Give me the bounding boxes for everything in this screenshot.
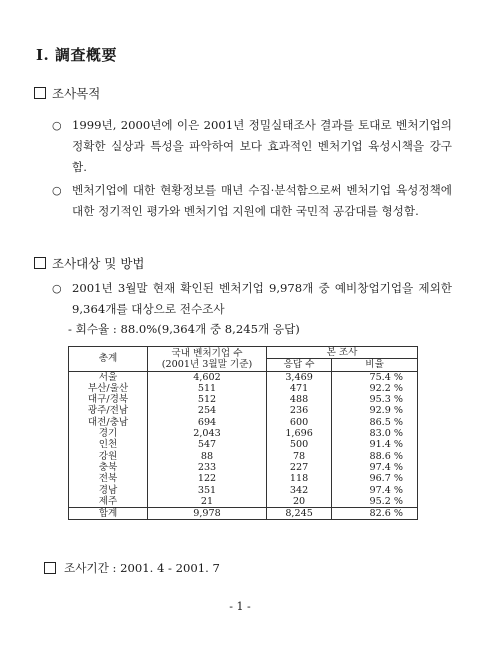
cell-respond: 236 [267,405,332,416]
cell-count: 547 [148,439,267,450]
cell-ratio: 97.4 % [332,485,418,496]
cell-count: 2,043 [148,428,267,439]
cell-region: 경기 [69,428,148,439]
table-row [69,473,418,484]
method-bullet [52,278,452,320]
response-rate: - 회수율 : 88.0%(9,364개 중 8,245개 응답) [68,322,300,336]
header-domestic-line1: 국내 벤처기업 수 [171,347,243,359]
cell-respond: 600 [267,417,332,428]
checkbox-square-icon [44,562,56,574]
cell-ratio: 92.2 % [332,383,418,394]
table-row [69,439,418,450]
cell-region: 제주 [69,496,148,508]
cell-count: 9,978 [148,508,267,520]
purpose-bullet-2 [52,180,452,222]
cell-ratio: 96.7 % [332,473,418,484]
section-purpose-heading [34,84,100,102]
cell-ratio: 86.5 % [332,417,418,428]
survey-period [44,560,220,576]
survey-table [68,346,418,520]
cell-region: 대전/충남 [69,417,148,428]
header-survey: 본 조사 [267,347,418,359]
cell-ratio: 88.6 % [332,451,418,462]
table-row [69,462,418,473]
checkbox-square-icon [34,87,46,99]
method-bullet-text: 2001년 3월말 현재 확인된 벤처기업 9,978개 중 예비창업기업을 제외한 9,364개를 대상으로 전수조사 [72,281,452,316]
table-row [69,405,418,416]
cell-count: 511 [148,383,267,394]
section-method-heading [34,254,144,272]
circle-bullet-icon: ○ [52,282,62,295]
table-row [69,451,418,462]
cell-region: 전북 [69,473,148,484]
cell-respond: 3,469 [267,371,332,383]
table-total-row [69,508,418,520]
cell-count: 21 [148,496,267,508]
cell-ratio: 82.6 % [332,508,418,520]
cell-respond: 8,245 [267,508,332,520]
cell-respond: 342 [267,485,332,496]
cell-region: 강원 [69,451,148,462]
table-row [69,371,418,383]
cell-ratio: 95.3 % [332,394,418,405]
cell-respond: 78 [267,451,332,462]
cell-count: 88 [148,451,267,462]
circle-bullet-icon: ○ [52,119,62,132]
checkbox-square-icon [34,257,46,269]
header-domestic-line2: (2001년 3월말 기준) [161,358,253,370]
cell-ratio: 91.4 % [332,439,418,450]
table-row [69,496,418,508]
header-respond: 응답 수 [267,359,332,371]
cell-respond: 471 [267,383,332,394]
cell-ratio: 92.9 % [332,405,418,416]
cell-count: 233 [148,462,267,473]
table-row [69,394,418,405]
table-row [69,383,418,394]
cell-respond: 118 [267,473,332,484]
cell-count: 4,602 [148,371,267,383]
cell-respond: 227 [267,462,332,473]
survey-period-text: 조사기간 : 2001. 4 - 2001. 7 [64,561,220,575]
cell-ratio: 95.2 % [332,496,418,508]
header-domestic [148,347,267,372]
circle-bullet-icon: ○ [52,184,62,197]
cell-ratio: 83.0 % [332,428,418,439]
cell-region: 서울 [69,371,148,383]
cell-count: 694 [148,417,267,428]
cell-region: 광주/전남 [69,405,148,416]
purpose-bullet-text: 1999년, 2000년에 이은 2001년 정밀실태조사 결과를 토대로 벤처기업의 정확한 실상과 특성을 파악하여 보다 효과적인 벤처기업 육성시책을 강구함. [72,118,452,174]
table-row [69,428,418,439]
cell-count: 351 [148,485,267,496]
purpose-bullet-text: 벤처기업에 대한 현황정보를 매년 수집·분석함으로써 벤처기업 육성정책에 대한 정기적인 평가와 벤처기업 지원에 대한 국민적 공감대를 형성함. [72,183,452,218]
section-method-title: 조사대상 및 방법 [52,256,145,271]
cell-respond: 488 [267,394,332,405]
cell-respond: 500 [267,439,332,450]
cell-region: 부산/울산 [69,383,148,394]
table-row [69,485,418,496]
table-row [69,417,418,428]
chapter-heading: Ⅰ. 調査槪要 [36,46,117,64]
cell-ratio: 97.4 % [332,462,418,473]
cell-ratio: 75.4 % [332,371,418,383]
cell-respond: 1,696 [267,428,332,439]
cell-count: 512 [148,394,267,405]
header-ratio: 비율 [332,359,418,371]
cell-region: 대구/경북 [69,394,148,405]
cell-region: 합계 [69,508,148,520]
cell-respond: 20 [267,496,332,508]
header-region: 총계 [69,347,148,372]
cell-region: 경남 [69,485,148,496]
cell-region: 인천 [69,439,148,450]
cell-region: 충북 [69,462,148,473]
page-number: - 1 - [229,600,251,613]
section-purpose-title: 조사목적 [52,86,101,101]
purpose-bullet-1 [52,115,452,178]
cell-count: 254 [148,405,267,416]
cell-count: 122 [148,473,267,484]
